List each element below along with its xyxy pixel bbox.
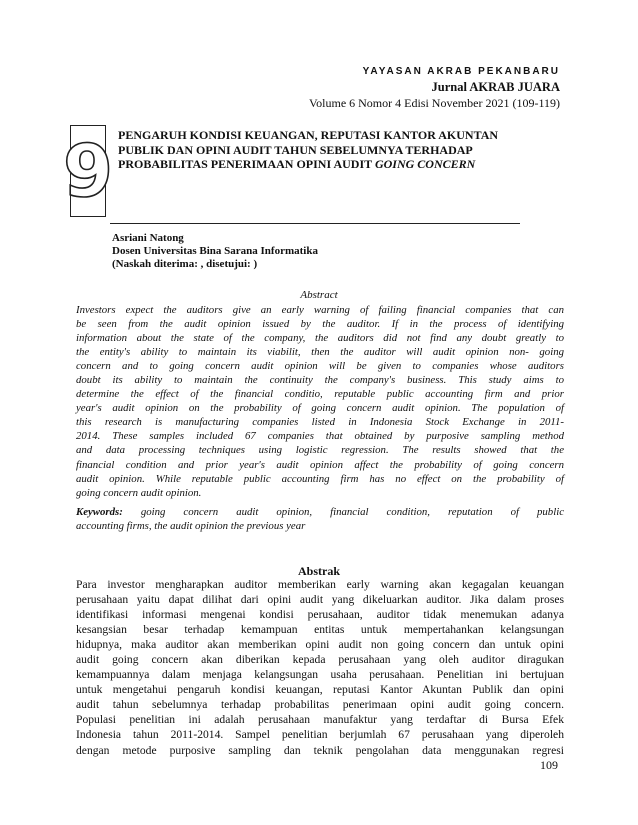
abstrak-body (76, 577, 564, 758)
abstract-line: year's audit opinion on the probability of going concern audit opinion. The population of (76, 402, 564, 415)
title-line: PROBABILITAS PENERIMAAN OPINI AUDIT (118, 157, 372, 171)
chapter-number: 9 (62, 129, 114, 213)
title-line-3 (118, 157, 538, 172)
publisher-name: YAYASAN AKRAB PEKANBARU (362, 66, 560, 77)
keywords-line-1 (76, 505, 564, 519)
abstrak-line: Populasi penelitian ini adalah perusahaan manufaktur yang terdaftar di Bursa Efek (76, 713, 564, 727)
abstract-line: 2014. These samples included 67 companies that obtained by purposive sampling method (76, 430, 564, 443)
abstract-line: Investors expect the auditors give an early warning of failing financial companies that can (76, 304, 564, 316)
chapter-number-box (62, 125, 114, 217)
title-line: PENGARUH KONDISI KEUANGAN, REPUTASI KANTOR AKUNTAN (118, 128, 499, 142)
author-block (112, 232, 318, 271)
page-number: 109 (540, 758, 558, 772)
abstrak-line: identifikasi informasi mengenai kondisi perusahaan, auditor tidak menemukan adanya (76, 608, 564, 622)
keywords-text: going concern audit opinion, financial condition, reputation of public (140, 506, 564, 518)
abstrak-line: dengan metode purposive sampling dan teknik pengolahan data menggunakan regresi (76, 743, 564, 757)
title-divider (110, 223, 520, 224)
abstract-line: be seen from the audit opinion issued by the auditor. If in the process of identifying (76, 318, 564, 331)
abstract-line: the entity's ability to maintain its viabilit, then the auditor will audit opinion non- going (76, 346, 564, 359)
abstract-line: this research is manufacturing companies listed in Indonesia Stock Exchange in 2011- (76, 416, 564, 429)
abstract-line: and data processing techniques using logistic regression. The results showed that the (76, 444, 564, 457)
abstrak-line: kesangsian besar terhadap kemampuan entitas untuk mempertahankan kelangsungan (76, 623, 564, 637)
paper-title (118, 128, 538, 172)
abstrak-line: kemampuannya dalam menjaga kelangsungan usaha perusahaan. Penelitian ini bertujuan (76, 668, 564, 682)
abstrak-line: Indonesia tahun 2011-2014. Sampel penelitian berjumlah 67 perusahaan yang diperoleh (76, 728, 564, 742)
author-affiliation: Dosen Universitas Bina Sarana Informatika (112, 245, 318, 257)
author-name: Asriani Natong (112, 232, 184, 244)
abstract-line: financial condition and prior year's audit opinion affect the probability of going concern (76, 458, 564, 471)
abstrak-line: untuk mengetahui pengaruh kondisi keuangan, reputasi Kantor Akuntan Publik dan opini (76, 683, 564, 697)
abstrak-line: hidupnya, maka auditor akan memberikan opini audit non going concern dan untuk opini (76, 638, 564, 652)
abstrak-heading: Abstrak (297, 564, 340, 578)
volume-info: Volume 6 Nomor 4 Edisi November 2021 (109-119) (309, 96, 560, 110)
manuscript-note: (Naskah diterima: , disetujui: ) (112, 258, 258, 270)
abstract-heading: Abstract (300, 289, 338, 301)
abstrak-line: audit tahun sebelumnya terhadap probabilitas penerimaan opini audit going concern. (76, 698, 564, 712)
abstract-line: information about the state of the company, the auditors did not find any doubt greatly to (76, 332, 564, 345)
abstract-line: doubt its ability to maintain the continuity the company's business. This study aims to (76, 374, 564, 387)
abstract-line: going concern audit opinion. (76, 486, 202, 499)
abstract-line: determine the effect of the financial conditio, reputable public accounting firm and prior (76, 388, 564, 401)
abstrak-line: perusahaan yaitu dapat dilihat dari opini audit yang dikeluarkan auditor. Jika dalam proses (76, 593, 564, 607)
title-italic: GOING CONCERN (374, 157, 476, 171)
keywords-label: Keywords: (76, 506, 123, 518)
abstrak-line: audit going concern akan diberikan kepada perusahaan yang oleh auditor diragukan (76, 653, 564, 667)
abstract-body (76, 303, 564, 500)
abstract-line: audit opinion. While reputable public accounting firm has no effect on the probability of (76, 472, 564, 485)
abstract-line: concern and to going concern audit opinion will be given to companies whose auditors (76, 360, 564, 373)
abstrak-line: Para investor mengharapkan auditor memberikan early warning akan kegagalan keuangan (76, 578, 564, 591)
keywords-line-2: accounting firms, the audit opinion the previous year (76, 520, 306, 533)
keywords-block (76, 505, 564, 533)
title-line: PUBLIK DAN OPINI AUDIT TAHUN SEBELUMNYA TERHADAP (118, 142, 473, 157)
journal-name: Jurnal AKRAB JUARA (431, 80, 560, 94)
